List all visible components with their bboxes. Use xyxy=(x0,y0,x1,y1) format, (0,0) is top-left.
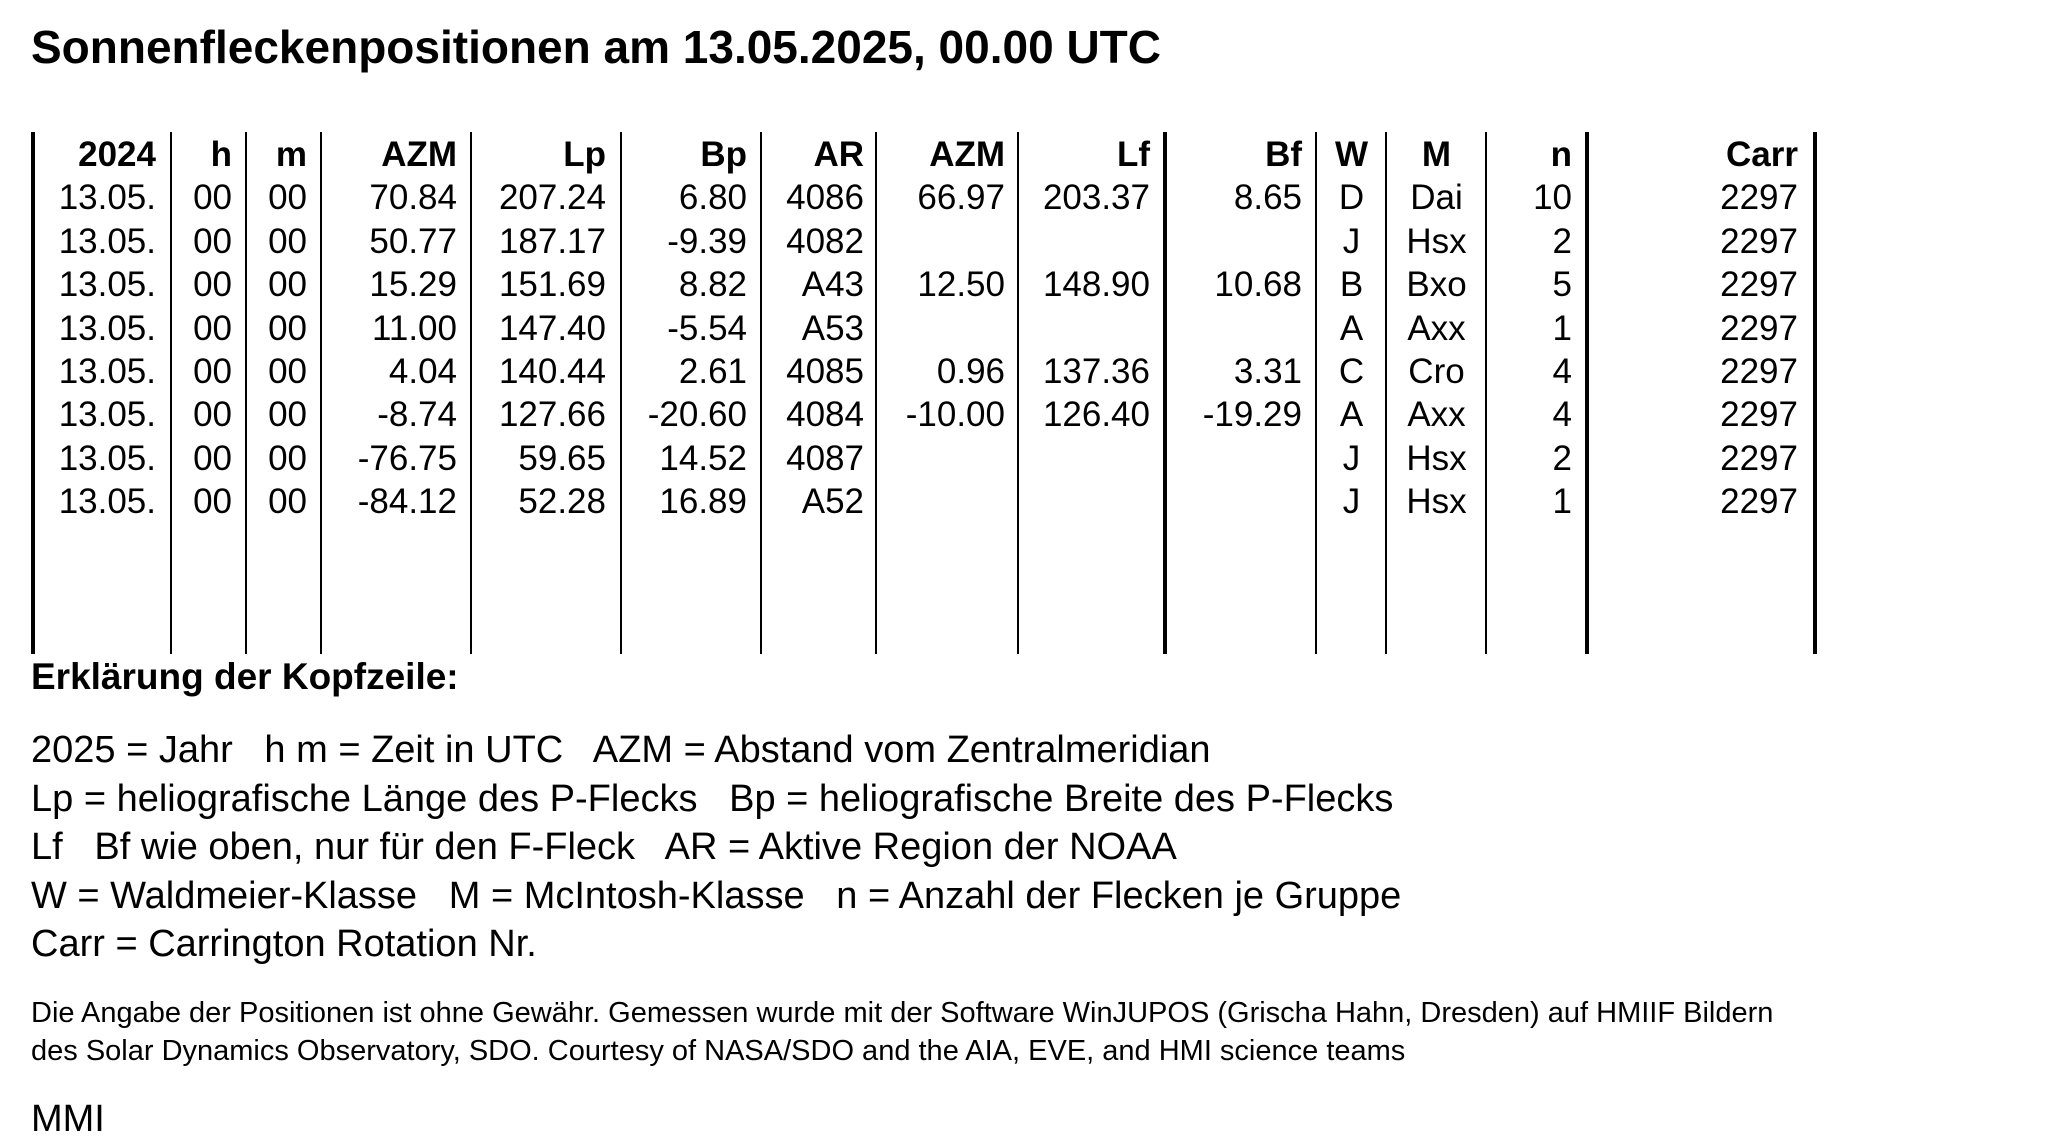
table-cell: J xyxy=(1342,482,1361,522)
table-cell: -84.12 xyxy=(357,482,457,522)
table-cell: 13.05. xyxy=(58,438,156,478)
table-cell: 13.05. xyxy=(58,308,156,348)
table-column-divider xyxy=(31,132,35,654)
table-cell: 12.50 xyxy=(917,265,1005,305)
table-cell: 00 xyxy=(193,395,232,435)
table-cell: 1 xyxy=(1552,308,1572,348)
disclaimer-line: des Solar Dynamics Observatory, SDO. Courtesy of NASA/SDO and the AIA, EVE, and HMI science teams xyxy=(31,1035,1406,1067)
sunspot-table xyxy=(0,132,1830,654)
table-column-divider xyxy=(1163,132,1167,654)
table-cell: 11.00 xyxy=(372,308,457,348)
table-cell: C xyxy=(1338,352,1365,391)
table-cell: 127.66 xyxy=(498,395,606,435)
table-header-cell: m xyxy=(275,135,307,174)
table-cell: 00 xyxy=(268,308,307,348)
table-cell: Bxo xyxy=(1406,265,1467,305)
table-cell: 2 xyxy=(1552,438,1572,478)
table-cell: 59.65 xyxy=(518,438,606,478)
table-header-cell: 2024 xyxy=(78,135,156,174)
table-cell: 151.69 xyxy=(498,265,606,305)
table-cell: Dai xyxy=(1410,178,1463,218)
table-cell: 00 xyxy=(193,308,232,348)
table-cell: 140.44 xyxy=(498,352,606,391)
explanation-line: Lf Bf wie oben, nur für den F-Fleck AR = Aktive Region der NOAA xyxy=(31,826,1177,868)
disclaimer xyxy=(31,994,1773,1070)
table-cell: 4087 xyxy=(786,438,864,478)
table-cell: 2297 xyxy=(1720,352,1798,391)
table-cell: 207.24 xyxy=(498,178,606,218)
explanation-line: Lp = heliografische Länge des P-Flecks Bp = heliografische Breite des P-Flecks xyxy=(31,777,1394,820)
explanation-line: W = Waldmeier-Klasse M = McIntosh-Klasse n = Anzahl der Flecken je Gruppe xyxy=(31,874,1402,917)
table-header-cell: n xyxy=(1550,135,1572,174)
table-cell: -20.60 xyxy=(647,395,747,435)
table-cell: A53 xyxy=(801,308,864,348)
table-cell: 8.65 xyxy=(1233,178,1302,218)
table-cell: 203.37 xyxy=(1042,178,1150,218)
table-cell: 147.40 xyxy=(498,308,606,348)
table-column-divider xyxy=(1315,132,1317,654)
table-cell: 15.29 xyxy=(369,265,457,305)
header-explanation-title: Erklärung der Kopfzeile: xyxy=(31,656,459,697)
table-cell: 00 xyxy=(268,352,307,391)
table-cell: 16.89 xyxy=(659,482,747,522)
table-cell: 13.05. xyxy=(58,395,156,435)
table-cell: J xyxy=(1342,438,1361,478)
table-column-divider xyxy=(170,132,172,654)
table-cell: 00 xyxy=(193,438,232,478)
table-cell: A xyxy=(1339,395,1364,435)
table-column-divider xyxy=(1813,132,1817,654)
table-cell: 4.04 xyxy=(388,352,457,391)
table-cell: 5 xyxy=(1552,265,1572,305)
table-cell: 00 xyxy=(193,221,232,261)
table-cell: 8.82 xyxy=(678,265,747,305)
table-cell: 2297 xyxy=(1720,395,1798,435)
table-header-cell: M xyxy=(1421,135,1452,174)
table-cell: Hsx xyxy=(1406,482,1467,522)
table-cell: 00 xyxy=(268,178,307,218)
table-cell: 10.68 xyxy=(1214,265,1302,305)
table-cell: 70.84 xyxy=(369,178,457,218)
disclaimer-line: Die Angabe der Positionen ist ohne Gewähr. Gemessen wurde mit der Software WinJUPOS (Grischa Hahn, Dresden) auf HMIIF Bildern xyxy=(31,997,1774,1029)
table-cell: 50.77 xyxy=(369,221,457,261)
table-header-cell: W xyxy=(1334,135,1369,174)
table-cell: 4086 xyxy=(786,178,864,218)
table-header-cell: Lf xyxy=(1116,135,1150,174)
table-cell: 148.90 xyxy=(1042,265,1150,305)
table-column-divider xyxy=(470,132,472,654)
table-cell: 4085 xyxy=(786,352,864,391)
table-cell: 2297 xyxy=(1720,221,1798,261)
table-cell: 52.28 xyxy=(518,482,606,522)
table-cell: -8.74 xyxy=(377,395,457,435)
table-cell: 13.05. xyxy=(58,352,156,391)
table-cell: 13.05. xyxy=(58,221,156,261)
table-cell: 10 xyxy=(1533,178,1572,218)
table-cell: A xyxy=(1339,308,1364,348)
table-cell: 00 xyxy=(268,482,307,522)
table-cell: 137.36 xyxy=(1042,352,1150,391)
table-cell: -10.00 xyxy=(905,395,1005,435)
page-title: Sonnenfleckenpositionen am 13.05.2025, 00.00 UTC xyxy=(31,21,1161,73)
table-cell: Hsx xyxy=(1406,221,1467,261)
table-cell: 126.40 xyxy=(1042,395,1150,435)
table-cell: 2297 xyxy=(1720,482,1798,522)
table-cell: -9.39 xyxy=(667,221,747,261)
table-cell: J xyxy=(1342,221,1361,261)
table-column-divider xyxy=(760,132,762,654)
table-cell: 00 xyxy=(268,221,307,261)
table-column-divider xyxy=(245,132,247,654)
table-cell: 13.05. xyxy=(58,265,156,305)
table-cell: A52 xyxy=(801,482,864,522)
table-cell: 2 xyxy=(1552,221,1572,261)
table-cell: 2297 xyxy=(1720,308,1798,348)
table-cell: A43 xyxy=(801,265,864,305)
table-header-cell: AZM xyxy=(929,135,1005,174)
table-cell: 187.17 xyxy=(498,221,606,261)
table-cell: 4 xyxy=(1552,352,1572,391)
table-cell: 00 xyxy=(193,482,232,522)
table-cell: 6.80 xyxy=(678,178,747,218)
table-header-cell: Bp xyxy=(700,135,747,174)
table-cell: 0.96 xyxy=(936,352,1005,391)
table-cell: -5.54 xyxy=(667,308,747,348)
table-cell: D xyxy=(1338,178,1365,218)
table-cell: 1 xyxy=(1552,482,1572,522)
table-cell: 13.05. xyxy=(58,178,156,218)
table-column-divider xyxy=(1017,132,1019,654)
table-column-divider xyxy=(620,132,622,654)
table-cell: 2.61 xyxy=(678,352,747,391)
table-cell: 3.31 xyxy=(1233,352,1302,391)
table-cell: Hsx xyxy=(1406,438,1467,478)
table-cell: Axx xyxy=(1407,308,1466,348)
explanation-line: Carr = Carrington Rotation Nr. xyxy=(31,923,537,965)
table-header-cell: AZM xyxy=(381,135,457,174)
explanation-line: 2025 = Jahr h m = Zeit in UTC AZM = Abstand vom Zentralmeridian xyxy=(31,729,1211,771)
table-cell: 00 xyxy=(268,438,307,478)
table-column-divider xyxy=(1485,132,1487,654)
table-cell: 4084 xyxy=(786,395,864,435)
table-header-cell: Lp xyxy=(563,135,606,174)
table-cell: 4082 xyxy=(786,221,864,261)
table-cell: 2297 xyxy=(1720,438,1798,478)
table-column-divider xyxy=(320,132,322,654)
table-cell: -19.29 xyxy=(1202,395,1302,435)
table-column-divider xyxy=(875,132,877,654)
table-cell: 14.52 xyxy=(659,438,747,478)
table-cell: Axx xyxy=(1407,395,1466,435)
table-cell: 2297 xyxy=(1720,178,1798,218)
table-cell: 00 xyxy=(193,265,232,305)
table-cell: 4 xyxy=(1552,395,1572,435)
table-column-divider xyxy=(1585,132,1589,654)
table-cell: -76.75 xyxy=(357,438,457,478)
table-column-divider xyxy=(1385,132,1387,654)
table-cell: B xyxy=(1339,265,1364,305)
table-cell: Cro xyxy=(1408,352,1465,391)
table-cell: 66.97 xyxy=(917,178,1005,218)
table-cell: 00 xyxy=(193,352,232,391)
table-cell: 00 xyxy=(268,395,307,435)
table-header-cell: Carr xyxy=(1726,135,1798,174)
author-signature: MMI xyxy=(31,1098,105,1140)
table-header-cell: AR xyxy=(813,135,864,174)
table-cell: 00 xyxy=(268,265,307,305)
table-cell: 2297 xyxy=(1720,265,1798,305)
table-cell: 00 xyxy=(193,178,232,218)
table-header-cell: Bf xyxy=(1265,135,1302,174)
table-header-cell: h xyxy=(210,135,232,174)
table-cell: 13.05. xyxy=(58,482,156,522)
header-explanation xyxy=(31,726,1401,969)
